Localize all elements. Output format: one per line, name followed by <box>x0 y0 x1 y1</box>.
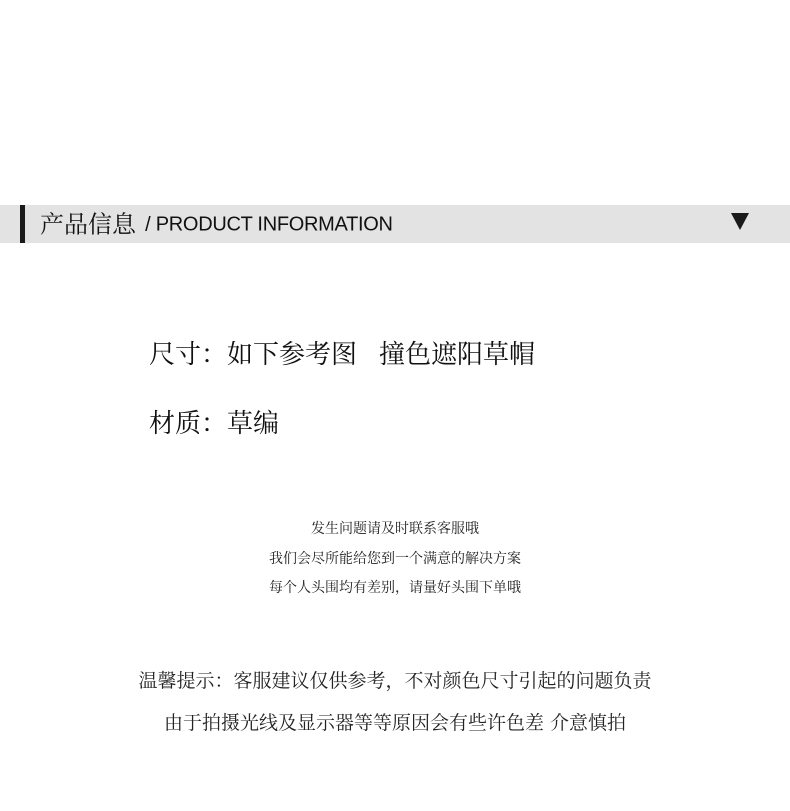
notice-line-contact: 发生问题请及时联系客服哦 <box>311 521 479 537</box>
chevron-down-icon[interactable] <box>731 213 749 230</box>
notice-line-solution: 我们会尽所能给您到一个满意的解决方案 <box>269 551 521 567</box>
product-name: 撞色遮阳草帽 <box>379 340 536 370</box>
header-title-cn: 产品信息 <box>40 210 136 239</box>
header-title-en: PRODUCT INFORMATION <box>155 213 393 236</box>
header-accent-bar <box>20 205 25 243</box>
tip-line-disclaimer: 温馨提示：客服建议仅供参考，不对颜色尺寸引起的问题负责 <box>138 670 652 692</box>
notice-line-head-size: 每个人头围均有差别，请量好头围下单哦 <box>269 580 521 596</box>
spec-material-line <box>149 403 279 440</box>
section-header-title <box>40 205 393 243</box>
spec-size-line <box>149 334 535 371</box>
size-value: 如下参考图 <box>227 340 358 370</box>
tip-line-color-difference: 由于拍摄光线及显示器等等原因会有些许色差 介意慎拍 <box>163 712 627 734</box>
size-label: 尺寸： <box>149 340 228 370</box>
section-header-bar <box>0 205 790 243</box>
header-title-separator: / <box>145 213 151 236</box>
material-label: 材质： <box>149 409 228 439</box>
material-value: 草编 <box>227 409 280 439</box>
